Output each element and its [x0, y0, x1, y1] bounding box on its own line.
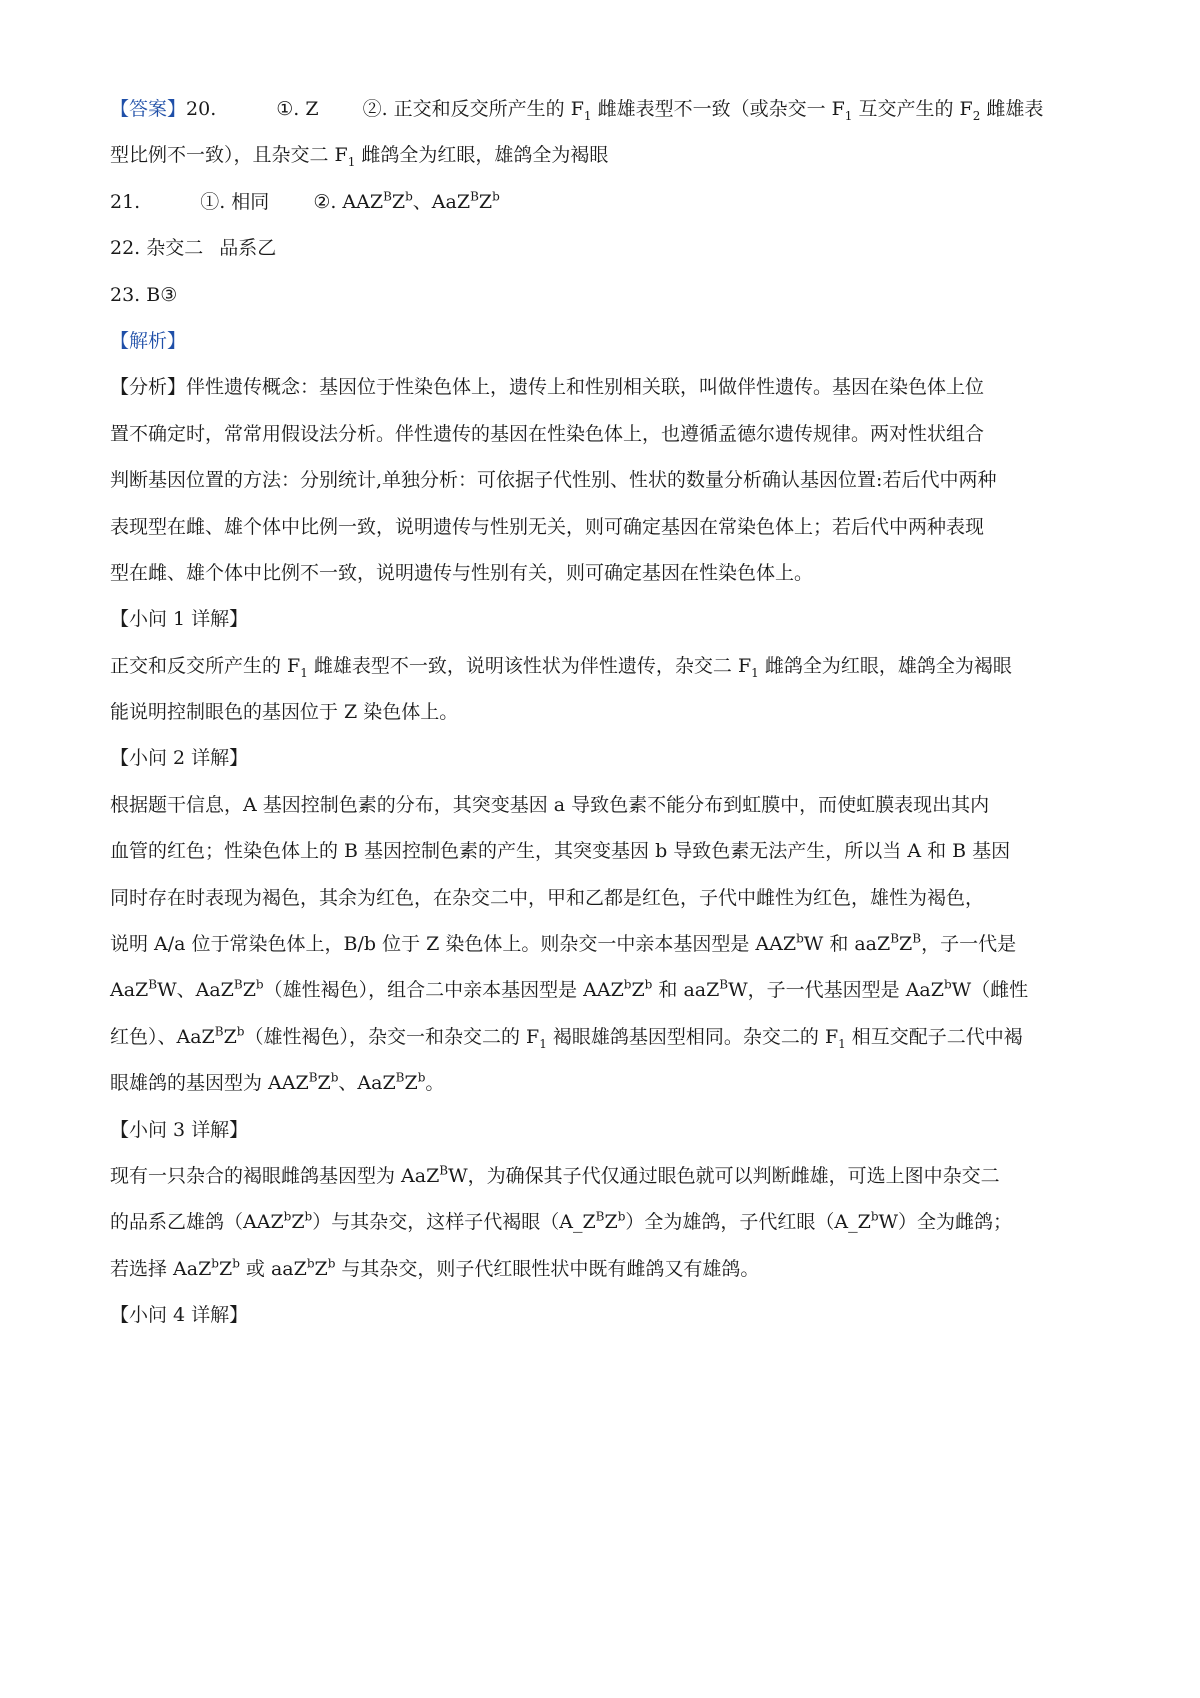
q2-text: W 和 aaZ	[803, 933, 891, 956]
superscript: B	[395, 1070, 405, 1085]
q20-text: 正交和反交所产生的 F	[393, 98, 584, 120]
answer-q23	[110, 281, 1100, 309]
q3-text: W）全为雌鸽；	[878, 1211, 1013, 1234]
fenxi-text: 置不确定时，常常用假设法分析。伴性遗传的基因在性染色体上，也遵循孟德尔遗传规律。两对性状组合	[110, 422, 985, 445]
q2-text: AaZ	[110, 979, 149, 1002]
q2-text: Z	[223, 1025, 237, 1048]
superscript: B	[912, 931, 922, 946]
q1-text: 雌雄表型不一致，说明该性状为伴性遗传，杂交二 F	[307, 654, 752, 677]
subscript: 1	[844, 108, 853, 123]
superscript: B	[470, 189, 479, 204]
q22-answer-2: 品系乙	[219, 237, 277, 260]
superscript: b	[330, 1070, 339, 1085]
q3-text: ）全为雄鸽，子代红眼（A_Z	[625, 1211, 871, 1234]
subscript: 1	[539, 1036, 547, 1051]
q20-text: 互交产生的 F	[852, 98, 973, 120]
superscript: B	[383, 189, 392, 204]
fenxi-line	[110, 466, 1100, 494]
q22-answer-1: 杂交二	[146, 237, 204, 260]
q20-answer-2-marker: ②.	[362, 98, 388, 120]
fenxi-line	[110, 373, 1100, 401]
section-heading: 【小问 4 详解】	[110, 1304, 249, 1327]
superscript: b	[644, 978, 653, 993]
q21-answer-1: ①. 相同	[200, 190, 270, 213]
q2-line6	[110, 1023, 1100, 1051]
q22-number: 22.	[110, 237, 141, 260]
document-page	[110, 95, 1100, 1348]
q21-text: Z	[478, 190, 493, 213]
superscript: b	[405, 189, 413, 204]
q2-line4	[110, 930, 1100, 958]
subscript: 1	[583, 108, 592, 123]
superscript: b	[306, 1256, 315, 1271]
analysis-label: 【解析】	[110, 329, 187, 352]
q3-text: 现有一只杂合的褐眼雌鸽基因型为 AaZ	[110, 1164, 440, 1187]
q2-text: W、AaZ	[157, 979, 234, 1002]
subscript: 1	[347, 155, 356, 170]
q1-line1	[110, 652, 1100, 680]
section-heading: 【小问 3 详解】	[110, 1118, 249, 1141]
superscript: B	[890, 931, 900, 946]
q20-answer-1: ①. Z	[276, 98, 319, 120]
q3-text: Z	[314, 1257, 328, 1280]
q1-text: 能说明控制眼色的基因位于 Z 染色体上。	[110, 701, 459, 724]
fenxi-text: 表现型在雌、雄个体中比例一致，说明遗传与性别无关，则可确定基因在常染色体上；若后代中两种表现	[110, 515, 985, 538]
q2-text: 根据题干信息，A 基因控制色素的分布，其突变基因 a 导致色素不能分布到虹膜中，而使虹膜表现出其内	[110, 793, 990, 816]
superscript: b	[232, 1256, 240, 1271]
section-heading: 【小问 2 详解】	[110, 747, 249, 770]
q3-line3	[110, 1255, 1100, 1283]
fenxi-line	[110, 513, 1100, 541]
q2-text: Z	[899, 933, 913, 956]
superscript: b	[623, 978, 632, 993]
q2-text: 红色）、AaZ	[110, 1025, 215, 1048]
q2-line2	[110, 837, 1100, 865]
q3-text: 与其杂交，则子代红眼性状中既有雌鸽又有雄鸽。	[335, 1257, 760, 1280]
q3-line1	[110, 1162, 1100, 1190]
fenxi-line	[110, 559, 1100, 587]
superscript: b	[283, 1210, 292, 1225]
q2-text: 眼雄鸽的基因型为 AAZ	[110, 1072, 309, 1095]
q23-answer: 23. B③	[110, 283, 178, 306]
superscript: B	[148, 978, 158, 993]
superscript: B	[308, 1070, 318, 1085]
q3-line2	[110, 1208, 1100, 1236]
q3-text: 若选择 AaZ	[110, 1257, 212, 1280]
q3-text: ）与其杂交，这样子代褐眼（A_Z	[312, 1211, 596, 1234]
q2-text: 和 aaZ	[652, 979, 720, 1002]
q21-answer-2: ②. AAZ	[313, 190, 384, 213]
q2-heading	[110, 744, 1100, 772]
superscript: b	[255, 978, 264, 993]
q1-line2	[110, 698, 1100, 726]
q21-text: Z	[391, 190, 406, 213]
q2-text: Z	[242, 979, 256, 1002]
q3-heading	[110, 1116, 1100, 1144]
q20-number: 20.	[186, 98, 217, 120]
subscript: 1	[300, 665, 308, 680]
superscript: b	[943, 978, 952, 993]
q2-text: Z	[404, 1072, 418, 1095]
superscript: b	[236, 1024, 245, 1039]
q20-text: 雌鸽全为红眼，雄鸽全为褐眼	[355, 144, 609, 167]
superscript: b	[870, 1210, 879, 1225]
superscript: B	[719, 978, 729, 993]
q2-text: Z	[631, 979, 645, 1002]
q21-text: 、AaZ	[412, 190, 471, 213]
q20-text: 雌雄表型不一致（或杂交一 F	[591, 98, 845, 120]
answer-label: 【答案】	[110, 98, 187, 120]
q3-text: W，为确保其子代仅通过眼色就可以判断雌雄，可选上图中杂交二	[448, 1164, 1000, 1187]
fenxi-text: 判断基因位置的方法：分别统计,单独分析：可依据子代性别、性状的数量分析确认基因位置:若后代中两种	[110, 469, 997, 492]
superscript: b	[617, 1210, 626, 1225]
superscript: b	[796, 931, 804, 946]
superscript: B	[439, 1163, 449, 1178]
subscript: 1	[751, 665, 759, 680]
q2-text: 褐眼雄鸽基因型相同。杂交二的 F	[546, 1025, 839, 1048]
q2-text: W，子一代基因型是 AaZ	[728, 979, 944, 1002]
q3-text: 或 aaZ	[239, 1257, 307, 1280]
superscript: b	[417, 1070, 426, 1085]
q2-line7	[110, 1069, 1100, 1097]
q2-text: 相互交配子二代中褐	[845, 1025, 1023, 1048]
superscript: b	[304, 1210, 313, 1225]
q2-line3	[110, 884, 1100, 912]
superscript: b	[327, 1256, 336, 1271]
section-heading: 【小问 1 详解】	[110, 608, 249, 631]
q20-text: 型比例不一致），且杂交二 F	[110, 144, 348, 167]
q3-text: Z	[604, 1211, 618, 1234]
superscript: B	[233, 978, 243, 993]
superscript: b	[211, 1256, 219, 1271]
q2-text: 血管的红色；性染色体上的 B 基因控制色素的产生，其突变基因 b 导致色素无法产生，所以当 A 和 B 基因	[110, 840, 1011, 863]
q1-text: 正交和反交所产生的 F	[110, 654, 301, 677]
q2-text: 说明 A/a 位于常染色体上，B/b 位于 Z 染色体上。则杂交一中亲本基因型是 AAZ	[110, 933, 797, 956]
q3-text: Z	[291, 1211, 305, 1234]
subscript: 2	[972, 108, 981, 123]
superscript: b	[492, 189, 500, 204]
q2-text: 。	[425, 1072, 445, 1095]
q3-text: Z	[218, 1257, 233, 1280]
q2-text: （雄性褐色），杂交一和杂交二的 F	[244, 1025, 540, 1048]
q2-text: Z	[317, 1072, 331, 1095]
analysis-heading	[110, 327, 1100, 355]
answer-q21	[110, 188, 1100, 216]
fenxi-text: 型在雌、雄个体中比例不一致，说明遗传与性别有关，则可确定基因在性染色体上。	[110, 561, 814, 584]
q20-text: 雌雄表	[980, 98, 1044, 120]
q2-text: 同时存在时表现为褐色，其余为红色，在杂交二中，甲和乙都是红色，子代中雌性为红色，雄性为褐色，	[110, 886, 985, 909]
subscript: 1	[838, 1036, 846, 1051]
q2-text: W（雌性	[951, 979, 1029, 1002]
q2-text: ，子一代是	[921, 933, 1017, 956]
superscript: B	[214, 1024, 224, 1039]
q21-number: 21.	[110, 190, 141, 213]
answer-q22	[110, 234, 1100, 262]
q2-text: （雄性褐色），组合二中亲本基因型是 AAZ	[263, 979, 624, 1002]
q2-text: 、AaZ	[338, 1072, 396, 1095]
answer-q20-line1	[110, 95, 1100, 123]
fenxi-line	[110, 420, 1100, 448]
q3-text: 的品系乙雄鸽（AAZ	[110, 1211, 284, 1234]
fenxi-text: 【分析】伴性遗传概念：基因位于性染色体上，遗传上和性别相关联，叫做伴性遗传。基因在染色体上位	[110, 376, 985, 399]
q1-text: 雌鸽全为红眼，雄鸽全为褐眼	[758, 654, 1012, 677]
q2-line1	[110, 791, 1100, 819]
q4-heading	[110, 1301, 1100, 1329]
q1-heading	[110, 605, 1100, 633]
answer-q20-line2	[110, 141, 1100, 169]
q2-line5	[110, 976, 1100, 1004]
superscript: B	[595, 1210, 605, 1225]
